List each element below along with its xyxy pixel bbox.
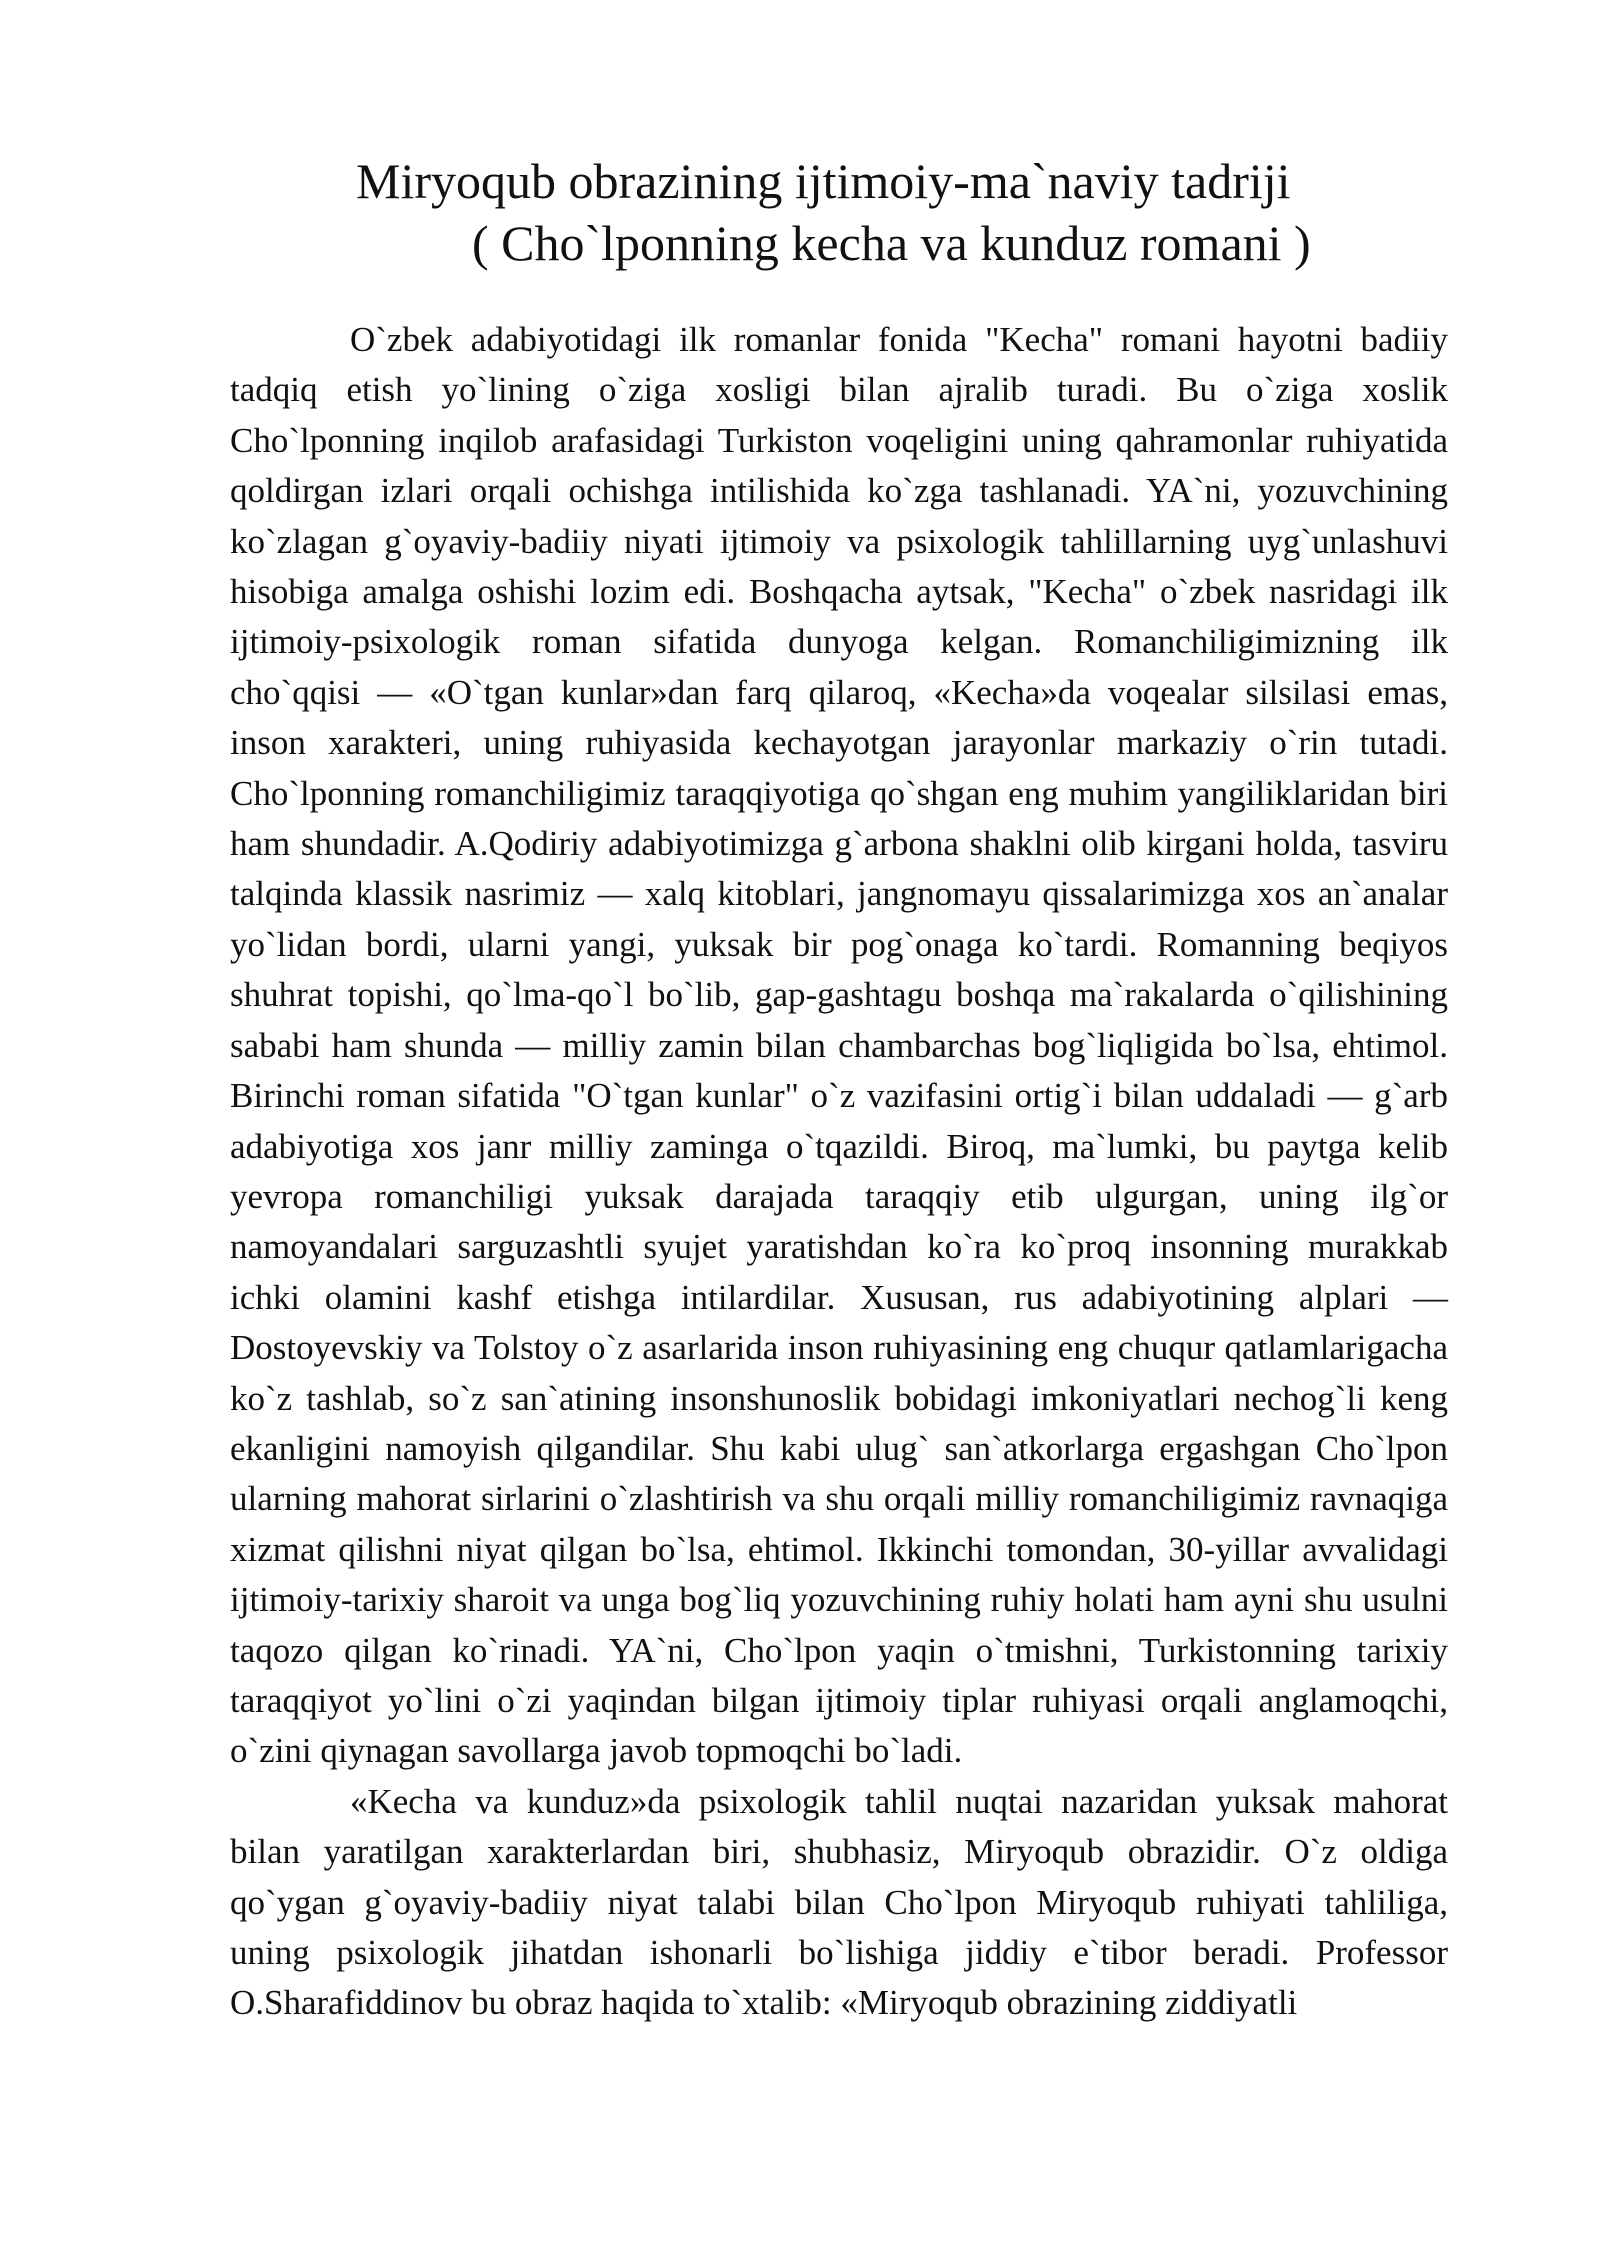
document-body xyxy=(230,315,1448,2029)
title-line-1: Miryoqub obrazining ijtimoiy-ma`naviy tadriji xyxy=(356,153,1291,209)
paragraph-1: O`zbek adabiyotidagi ilk romanlar fonida "Kecha" romani hayotni badiiy tadqiq etish yo`lining o`ziga xosligi bilan ajralib turadi. Bu o`ziga xoslik Cho`lponning inqilob arafasidagi Turkiston voqeligini uning qahramonlar ruhiyatida qoldirgan izlari orqali ochishga intilishida ko`zga tashlanadi. YA`ni, yozuvchining ko`zlagan g`oyaviy-badiiy niyati ijtimoiy va psixologik tahlillarning uyg`unlashuvi hisobiga amalga oshishi lozim edi. Boshqacha aytsak, "Kecha" o`zbek nasridagi ilk ijtimoiy-psixologik roman sifatida dunyoga kelgan. Romanchiligimizning ilk cho`qqisi — «O`tgan kunlar»dan farq qilaroq, «Kecha»da voqealar silsilasi emas, inson xarakteri, uning ruhiyasida kechayotgan jarayonlar markaziy o`rin tutadi. Cho`lponning romanchiligimiz taraqqiyotiga qo`shgan eng muhim yangiliklaridan biri ham shundadir. A.Qodiriy adabiyotimizga g`arbona shaklni olib kirgani holda, tasviru talqinda klassik nasrimiz — xalq kitoblari, jangnomayu qissalarimizga xos an`analar yo`lidan bordi, ularni yangi, yuksak bir pog`onaga ko`tardi. Romanning beqiyos shuhrat topishi, qo`lma-qo`l bo`lib, gap-gashtagu boshqa ma`rakalarda o`qilishining sababi ham shunda — milliy zamin bilan chambarchas bog`liqligida bo`lsa, ehtimol. Birinchi roman sifatida "O`tgan kunlar" o`z vazifasini ortig`i bilan uddaladi — g`arb adabiyotiga xos janr milliy zaminga o`tqazildi. Biroq, ma`lumki, bu paytga kelib yevropa romanchiligi yuksak darajada taraqqiy etib ulgurgan, uning ilg`or namoyandalari sarguzashtli syujet yaratishdan ko`ra ko`proq insonning murakkab ichki olamini kashf etishga intilardilar. Xususan, rus adabiyotining alplari — Dostoyevskiy va Tolstoy o`z asarlarida inson ruhiyasining eng chuqur qatlamlarigacha ko`z tashlab, so`z san`atining insonshunoslik bobidagi imkoniyatlari nechog`li keng ekanligini namoyish qilgandilar. Shu kabi ulug` san`atkorlarga ergashgan Cho`lpon ularning mahorat sirlarini o`zlashtirish va shu orqali milliy romanchiligimiz ravnaqiga xizmat qilishni niyat qilgan bo`lsa, ehtimol. Ikkinchi tomondan, 30-yillar avvalidagi ijtimoiy-tarixiy sharoit va unga bog`liq yozuvchining ruhiy holati ham ayni shu usulni taqozo qilgan ko`rinadi. YA`ni, Cho`lpon yaqin o`tmishni, Turkistonning tarixiy taraqqiyot yo`lini o`zi yaqindan bilgan ijtimoiy tiplar ruhiyasi orqali anglamoqchi, o`zini qiynagan savollarga javob topmoqchi bo`ladi. xyxy=(230,320,1448,1771)
title-line-2: ( Cho`lponning kecha va kunduz romani ) xyxy=(472,215,1311,271)
paragraph-2: «Kecha va kunduz»da psixologik tahlil nuqtai nazaridan yuksak mahorat bilan yaratilgan xarakterlardan biri, shubhasiz, Miryoqub obrazidir. O`z oldiga qo`ygan g`oyaviy-badiiy niyat talabi bilan Cho`lpon Miryoqub ruhiyati tahliliga, uning psixologik jihatdan ishonarli bo`lishiga jiddiy e`tibor beradi. Professor O.Sharafiddinov bu obraz haqida to`xtalib: «Miryoqub obrazining ziddiyatli xyxy=(230,1781,1448,2023)
